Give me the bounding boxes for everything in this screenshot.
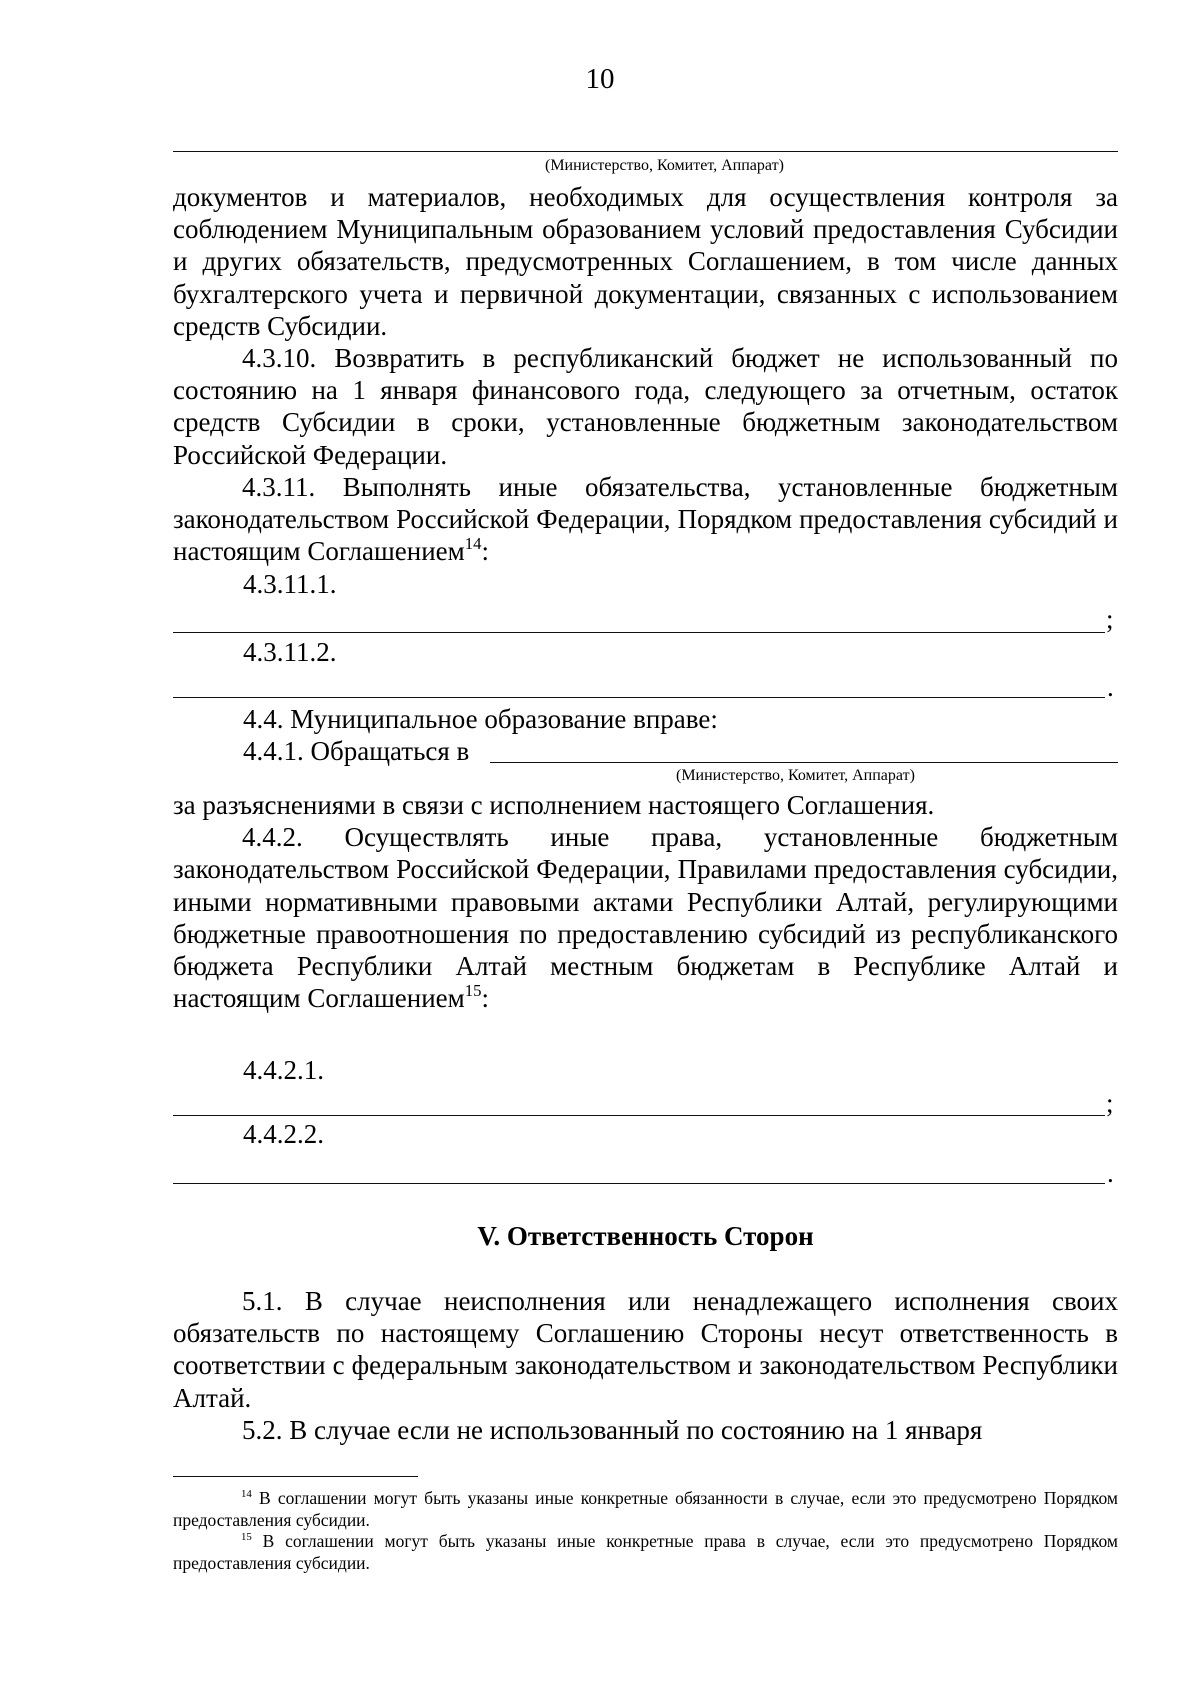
item-4-4-2-2-end: . [1107,1158,1114,1188]
item-4-4-1-prefix: 4.4.1. Обращаться в [243,736,470,766]
footnote-ref-14: 14 [464,534,482,554]
item-4-4-2-2-label: 4.4.2.2. [243,1119,324,1149]
item-4-3-11-2-fill-line [173,697,1105,698]
footnote-14-text: В соглашении могут быть указаны иные конкретные обязанности в случае, если это предусмотрено Порядком предоставления субсидии. [173,1488,1119,1530]
item-4-4-2-1-fill-line [173,1115,1105,1116]
paragraph-4-3-11-text: 4.3.11. Выполнять иные обязательства, установленные бюджетным законодательством Российской Федерации, Порядком предоставления субсидий и настоящим Соглашением [173,471,1118,567]
footnote-ref-15: 15 [464,981,482,1001]
paragraph-4-3-11-colon: : [481,536,490,567]
item-4-4-1-caption: (Министерство, Комитет, Аппарат) [676,767,915,784]
footnotes [173,1488,1118,1574]
footnote-15 [173,1531,1118,1574]
item-4-4-1-continuation: за разъяснениями в связи с исполнением настоящего Соглашения. [173,790,935,820]
page-number: 10 [585,63,615,95]
footnote-15-text: В соглашении могут быть указаны иные конкретные права в случае, если это предусмотрено Порядком предоставления субсидии. [173,1531,1118,1573]
top-paragraphs [173,181,1118,567]
header-caption: (Министерство, Комитет, Аппарат) [545,157,784,174]
paragraph-continuation: документов и материалов, необходимых для осуществления контроля за соблюдением Муниципальным образованием условий предоставления Субсидии и других обязательств, предусмотренных Соглашением, в том числе данных бухгалтерского учета и первичной документации, связанных с использованием средств Субсидии. [173,182,1118,341]
item-4-3-11-2-label: 4.3.11.2. [243,637,337,667]
paragraph-4-4: 4.4. Муниципальное образование вправе: [243,704,718,734]
item-4-3-11-1-end: ; [1106,604,1114,634]
paragraph-5-2: 5.2. В случае если не использованный по состоянию на 1 января [242,1414,983,1445]
item-4-4-2-2-fill-line [173,1183,1105,1184]
paragraph-4-3-11 [173,471,1118,568]
item-4-3-11-2-end: . [1107,672,1114,702]
footnote-14-number: 14 [241,1487,252,1500]
header-fill-line [173,151,1118,152]
section-5-paragraphs [173,1285,1118,1446]
footnote-14 [173,1488,1118,1531]
section-4-4-paragraphs [173,789,1118,1014]
paragraph-4-4-2 [173,821,1118,1014]
section-5-heading: V. Ответственность Сторон [477,1221,814,1251]
item-4-4-2-1-end: ; [1106,1088,1114,1118]
paragraph-4-3-10: 4.3.10. Возвратить в республиканский бюджет не использованный по состоянию на 1 января финансового года, следующего за отчетным, остаток средств Субсидии в сроки, установленные бюджетным законодательством Российской Федерации. [173,343,1118,470]
paragraph-5-1: 5.1. В случае неисполнения или ненадлежащего исполнения своих обязательств по настоящему Соглашению Стороны несут ответственность в соответствии с федеральным законодательством и законодательством Республики Алтай. [173,1286,1118,1413]
item-4-4-1-fill-line [490,762,1118,763]
footnote-15-number: 15 [241,1530,252,1543]
item-4-3-11-1-fill-line [173,632,1105,633]
paragraph-4-4-2-text: 4.4.2. Осуществлять иные права, установленные бюджетным законодательством Российской Федерации, Правилами предоставления субсидии, иными нормативными правовыми актами Республики Алтай, регулирующими бюджетные правоотношения по предоставлению субсидий из республиканского бюджета Республики Алтай местным бюджетам в Республике Алтай и настоящим Соглашением [173,822,1118,1014]
footnote-separator [173,1476,418,1477]
item-4-3-11-1-label: 4.3.11.1. [243,569,337,599]
item-4-4-2-1-label: 4.4.2.1. [243,1055,324,1085]
paragraph-4-4-2-colon: : [481,983,490,1014]
